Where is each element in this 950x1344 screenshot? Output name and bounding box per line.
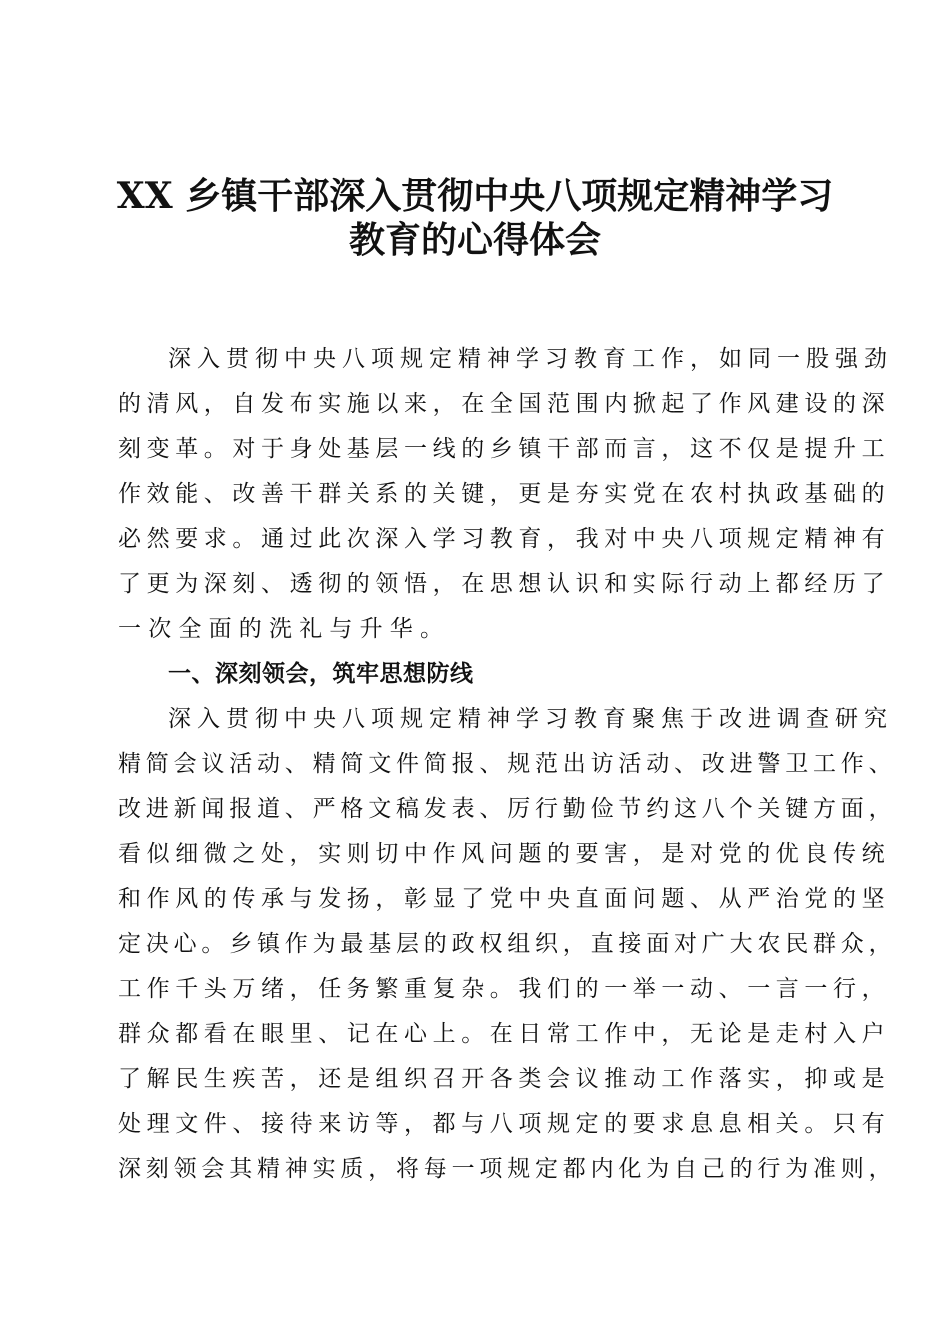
section-paragraph-line: 和作风的传承与发扬，彰显了党中央直面问题、从严治党的坚 — [118, 886, 891, 912]
intro-paragraph-line: 深入贯彻中央八项规定精神学习教育工作，如同一股强劲 — [168, 346, 893, 372]
section-paragraph-line: 看似细微之处，实则切中作风问题的要害，是对党的优良传统 — [118, 841, 891, 867]
intro-paragraph-line: 的清风，自发布实施以来，在全国范围内掀起了作风建设的深 — [118, 391, 891, 417]
section-paragraph-line: 工作千头万绪，任务繁重复杂。我们的一举一动、一言一行， — [118, 976, 891, 1002]
section-paragraph-line: 定决心。乡镇作为最基层的政权组织，直接面对广大农民群众， — [118, 931, 897, 957]
section-paragraph-line: 改进新闻报道、严格文稿发表、厉行勤俭节约这八个关键方面， — [118, 796, 897, 822]
section-paragraph-line: 精简会议活动、精简文件简报、规范出访活动、改进警卫工作、 — [118, 751, 897, 777]
intro-paragraph-line: 一次全面的洗礼与升华。 — [118, 616, 451, 642]
section-paragraph-line: 了解民生疾苦，还是组织召开各类会议推动工作落实，抑或是 — [118, 1066, 891, 1092]
section-heading: 一、深刻领会，筑牢思想防线 — [168, 661, 474, 687]
intro-paragraph-line: 必然要求。通过此次深入学习教育，我对中央八项规定精神有 — [118, 526, 891, 552]
section-paragraph-line: 深刻领会其精神实质，将每一项规定都内化为自己的行为准则， — [118, 1156, 897, 1182]
section-paragraph-line: 处理文件、接待来访等，都与八项规定的要求息息相关。只有 — [118, 1111, 891, 1137]
intro-paragraph-line: 了更为深刻、透彻的领悟，在思想认识和实际行动上都经历了 — [118, 571, 891, 597]
intro-paragraph-line: 作效能、改善干群关系的关键，更是夯实党在农村执政基础的 — [118, 481, 891, 507]
document-title-line-1: XX 乡镇干部深入贯彻中央八项规定精神学习 — [116, 175, 834, 217]
document-title-line-2: 教育的心得体会 — [348, 219, 601, 261]
section-paragraph-line: 群众都看在眼里、记在心上。在日常工作中，无论是走村入户 — [118, 1021, 891, 1047]
section-paragraph-line: 深入贯彻中央八项规定精神学习教育聚焦于改进调查研究 — [168, 706, 893, 732]
intro-paragraph-line: 刻变革。对于身处基层一线的乡镇干部而言，这不仅是提升工 — [118, 436, 891, 462]
